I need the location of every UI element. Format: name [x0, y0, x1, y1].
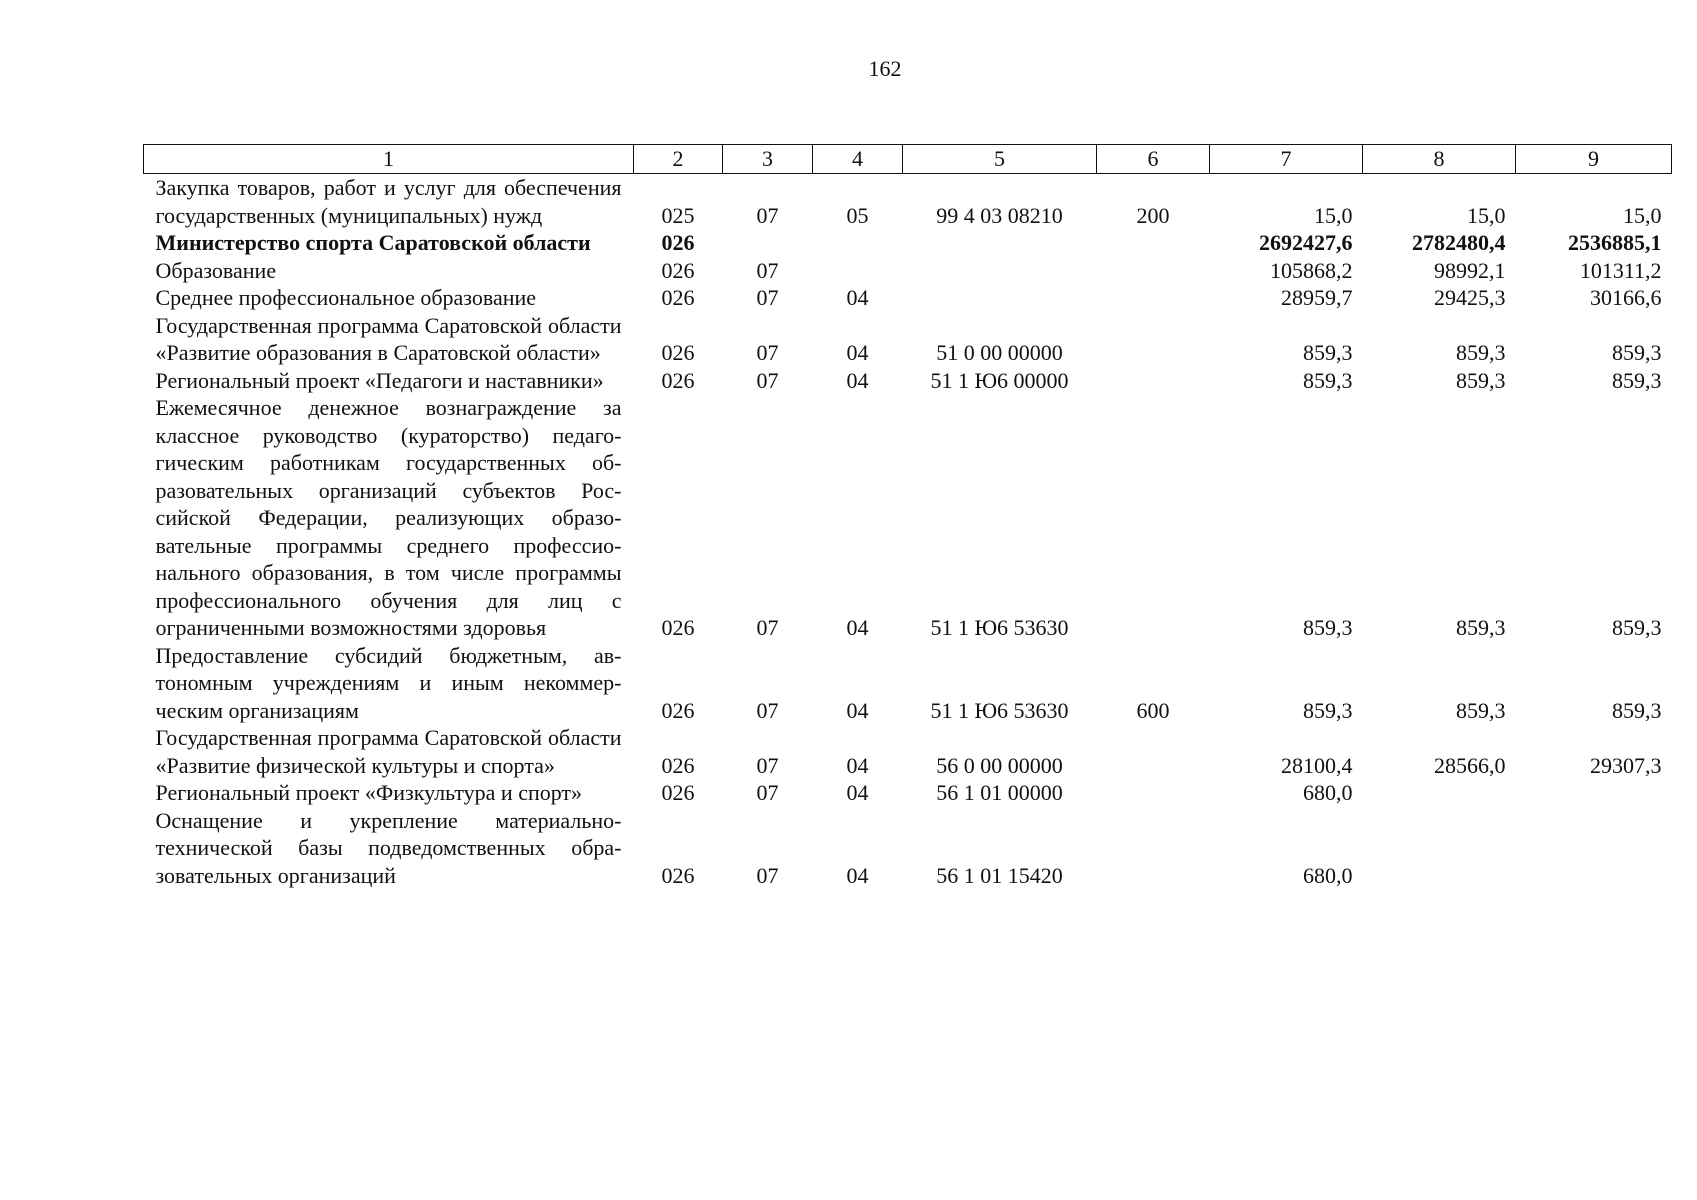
amount-year-1: 859,3 — [1303, 340, 1353, 365]
amount-year-3: 29307,3 — [1590, 752, 1662, 778]
amount-year-2: 859,3 — [1456, 615, 1506, 640]
section-code: 07 — [756, 367, 779, 393]
expense-type-code — [1097, 807, 1210, 890]
table-row — [144, 394, 1672, 642]
amount-year-2: 2782480,4 — [1412, 230, 1506, 255]
amount-year-2: 15,0 — [1467, 202, 1506, 228]
expense-type-code: 600 — [1136, 697, 1170, 723]
section-code: 07 — [756, 697, 779, 723]
department-code: 026 — [661, 257, 695, 283]
target-article-code: 51 1 Ю6 00000 — [930, 367, 1069, 393]
column-header: 1 — [144, 145, 634, 174]
table-row — [144, 284, 1672, 312]
row-name: Предоставление субсидий бюджетным, автономным учреждениям и иным некоммерческим организациям — [155, 642, 622, 723]
amount-year-1: 680,0 — [1303, 780, 1353, 805]
subsection-code: 04 — [846, 340, 869, 365]
amount-year-2: 859,3 — [1456, 367, 1506, 393]
row-name: Закупка товаров, работ и услуг для обеспечения государственных (муниципальных) нужд — [155, 175, 622, 228]
department-code: 025 — [661, 202, 695, 228]
row-name: Среднее профессиональное образование — [155, 285, 537, 310]
expense-type-code — [1097, 779, 1210, 807]
subsection-code: 04 — [846, 780, 869, 805]
budget-table — [143, 144, 1672, 889]
row-name: Региональный проект «Педагоги и наставники» — [155, 367, 604, 393]
target-article-code: 56 0 00 00000 — [936, 752, 1063, 778]
subsection-code — [813, 257, 903, 285]
amount-year-3: 30166,6 — [1590, 285, 1662, 310]
amount-year-2: 98992,1 — [1434, 257, 1506, 283]
amount-year-1: 105868,2 — [1270, 257, 1353, 283]
subsection-code: 04 — [846, 615, 869, 640]
table-row — [144, 367, 1672, 395]
subsection-code: 04 — [846, 367, 869, 393]
target-article-code: 56 1 01 15420 — [936, 862, 1063, 888]
amount-year-2 — [1363, 807, 1516, 890]
column-header: 5 — [903, 145, 1097, 174]
subsection-code: 04 — [846, 862, 869, 888]
department-code: 026 — [661, 862, 695, 888]
amount-year-2: 859,3 — [1456, 697, 1506, 723]
amount-year-2 — [1363, 779, 1516, 807]
table-body — [144, 174, 1672, 890]
expense-type-code — [1097, 229, 1210, 257]
table-row — [144, 724, 1672, 779]
row-name: Оснащение и укрепление материально-технической базы подведомственных образовательных организаций — [155, 807, 622, 888]
target-article-code: 51 1 Ю6 53630 — [930, 615, 1069, 640]
amount-year-3: 859,3 — [1612, 367, 1662, 393]
amount-year-1: 15,0 — [1314, 202, 1353, 228]
table-row — [144, 229, 1672, 257]
amount-year-3: 859,3 — [1612, 615, 1662, 640]
department-code: 026 — [661, 697, 695, 723]
subsection-code: 05 — [846, 202, 869, 228]
amount-year-3: 2536885,1 — [1568, 230, 1662, 255]
table-row — [144, 257, 1672, 285]
department-code: 026 — [661, 780, 695, 805]
section-code: 07 — [756, 780, 779, 805]
expense-type-code — [1097, 394, 1210, 642]
expense-type-code: 200 — [1136, 202, 1170, 228]
column-header: 2 — [634, 145, 723, 174]
table-row — [144, 779, 1672, 807]
department-code: 026 — [661, 615, 695, 640]
amount-year-3: 15,0 — [1623, 202, 1662, 228]
expense-type-code — [1097, 257, 1210, 285]
section-code: 07 — [756, 285, 779, 310]
column-header: 4 — [813, 145, 903, 174]
section-code — [723, 229, 813, 257]
row-name: Государственная программа Саратовской области «Развитие физической культуры и спорта» — [155, 725, 622, 778]
expense-type-code — [1097, 312, 1210, 367]
target-article-code — [903, 229, 1097, 257]
section-code: 07 — [756, 257, 779, 283]
column-header: 9 — [1516, 145, 1672, 174]
table-row — [144, 642, 1672, 725]
table-row — [144, 174, 1672, 230]
subsection-code: 04 — [846, 697, 869, 723]
amount-year-2: 859,3 — [1456, 340, 1506, 365]
row-name: Государственная программа Саратовской области «Развитие образования в Саратовской области» — [155, 312, 622, 365]
subsection-code: 04 — [846, 752, 869, 778]
department-code: 026 — [661, 230, 695, 255]
amount-year-2: 29425,3 — [1434, 285, 1506, 310]
target-article-code: 51 1 Ю6 53630 — [930, 697, 1069, 723]
amount-year-1: 680,0 — [1303, 862, 1353, 888]
column-header: 8 — [1363, 145, 1516, 174]
target-article-code — [903, 257, 1097, 285]
target-article-code: 99 4 03 08210 — [936, 202, 1063, 228]
table-header — [144, 145, 1672, 174]
amount-year-1: 859,3 — [1303, 367, 1353, 393]
column-header: 6 — [1097, 145, 1210, 174]
amount-year-3: 101311,2 — [1579, 257, 1662, 283]
amount-year-1: 859,3 — [1303, 697, 1353, 723]
column-header: 7 — [1210, 145, 1363, 174]
amount-year-2: 28566,0 — [1434, 752, 1506, 778]
amount-year-1: 2692427,6 — [1259, 230, 1353, 255]
amount-year-3 — [1516, 779, 1672, 807]
row-name: Образование — [155, 257, 277, 283]
amount-year-3 — [1516, 807, 1672, 890]
section-code: 07 — [756, 615, 779, 640]
expense-type-code — [1097, 284, 1210, 312]
column-number-row — [144, 145, 1672, 174]
target-article-code: 56 1 01 00000 — [936, 780, 1063, 805]
amount-year-1: 859,3 — [1303, 615, 1353, 640]
table-row — [144, 312, 1672, 367]
subsection-code: 04 — [846, 285, 869, 310]
budget-table-container — [143, 144, 1671, 889]
amount-year-3: 859,3 — [1612, 697, 1662, 723]
section-code: 07 — [756, 862, 779, 888]
amount-year-1: 28100,4 — [1281, 752, 1353, 778]
row-name: Ежемесячное денежное вознаграждение за классное руководство (кураторство) педагогическим работникам государственных образовательных организаций субъектов Российской Федерации, реализующих образовательные программы среднего профессионального образования, в том числе программы профессионального обучения для лиц с ограниченными возможностями здоровья — [155, 395, 622, 640]
target-article-code — [903, 284, 1097, 312]
section-code: 07 — [756, 202, 779, 228]
target-article-code: 51 0 00 00000 — [936, 340, 1063, 365]
table-row — [144, 807, 1672, 890]
row-name: Министерство спорта Саратовской области — [155, 230, 591, 255]
expense-type-code — [1097, 724, 1210, 779]
section-code: 07 — [756, 340, 779, 365]
section-code: 07 — [756, 752, 779, 778]
department-code: 026 — [661, 340, 695, 365]
row-name: Региональный проект «Физкультура и спорт» — [155, 780, 583, 805]
amount-year-1: 28959,7 — [1281, 285, 1353, 310]
department-code: 026 — [661, 752, 695, 778]
amount-year-3: 859,3 — [1612, 340, 1662, 365]
page-number: 162 — [868, 56, 902, 81]
expense-type-code — [1097, 367, 1210, 395]
column-header: 3 — [723, 145, 813, 174]
department-code: 026 — [661, 285, 695, 310]
subsection-code — [813, 229, 903, 257]
department-code: 026 — [661, 367, 695, 393]
